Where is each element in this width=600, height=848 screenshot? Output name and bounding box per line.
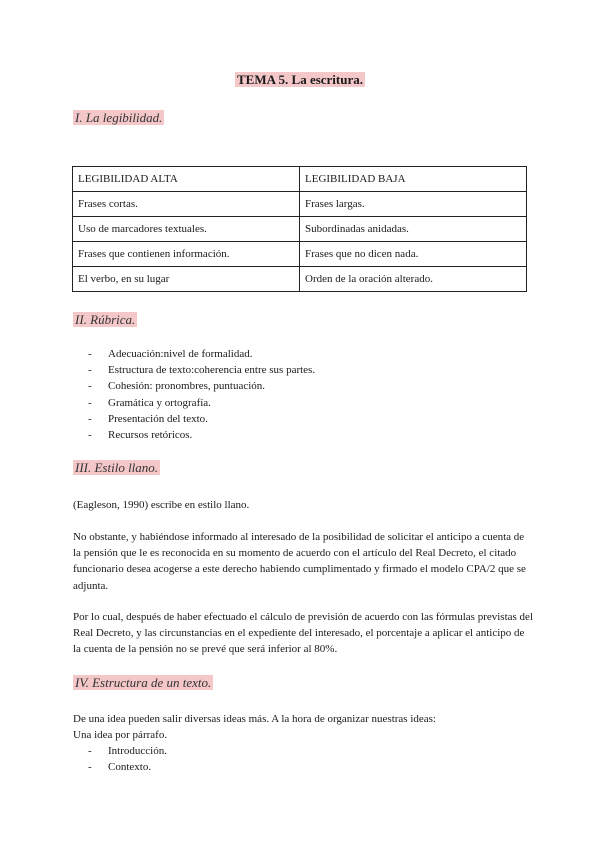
section-heading-estilo-llano: III. Estilo llano. xyxy=(75,460,159,475)
list-item: - Presentación del texto. xyxy=(88,411,315,427)
table-row xyxy=(73,242,527,267)
rubric-list xyxy=(88,346,315,443)
section-heading-legibilidad: I. La legibilidad. xyxy=(75,110,163,125)
plain-style-paragraph-1: No obstante, y habiéndose informado al interesado de la posibilidad de solicitar el anticipo a cuenta de la pensión que le es reconocida en su momento de acuerdo con el artículo del Real Decreto, el citado funcionario desea acogerse a este derecho habiendo cumplimentado y firmado el modelo CPA/2 que se adjunta. xyxy=(73,531,526,592)
legibility-table xyxy=(72,166,527,292)
list-item: - Contexto. xyxy=(88,759,167,775)
table-cell: El verbo, en su lugar xyxy=(73,267,300,292)
table-cell: Frases que contienen información. xyxy=(73,242,300,267)
table-header-cell: LEGIBILIDAD ALTA xyxy=(73,167,300,192)
section-heading-rubrica: II. Rúbrica. xyxy=(75,312,136,327)
table-cell: Orden de la oración alterado. xyxy=(300,267,527,292)
table-header-cell: LEGIBILIDAD BAJA xyxy=(300,167,527,192)
table-header-row xyxy=(73,167,527,192)
plain-style-intro: (Eagleson, 1990) escribe en estilo llano. xyxy=(73,499,250,511)
table-row xyxy=(73,217,527,242)
list-item: - Recursos retóricos. xyxy=(88,427,315,443)
list-item: - Adecuación:nivel de formalidad. xyxy=(88,346,315,362)
structure-line-1: De una idea pueden salir diversas ideas más. A la hora de organizar nuestras ideas: xyxy=(73,713,436,725)
table-cell: Frases que no dicen nada. xyxy=(300,242,527,267)
table-cell: Subordinadas anidadas. xyxy=(300,217,527,242)
table-row xyxy=(73,192,527,217)
document-title: TEMA 5. La escritura. xyxy=(236,72,363,87)
table-row xyxy=(73,267,527,292)
plain-style-paragraph-2: Por lo cual, después de haber efectuado el cálculo de previsión de acuerdo con las fórmulas previstas del Real Decreto, y las circunstancias en el expediente del interesado, el porcentaje a aplicar el anticipo de la cuenta de la pensión no se prevé que será inferior al 80%. xyxy=(73,611,533,656)
list-item: - Gramática y ortografía. xyxy=(88,395,315,411)
list-item: - Cohesión: pronombres, puntuación. xyxy=(88,378,315,394)
list-item: - Estructura de texto:coherencia entre sus partes. xyxy=(88,362,315,378)
table-cell: Uso de marcadores textuales. xyxy=(73,217,300,242)
structure-list xyxy=(88,743,167,775)
structure-line-2: Una idea por párrafo. xyxy=(73,729,168,741)
table-cell: Frases cortas. xyxy=(73,192,300,217)
section-heading-estructura: IV. Estructura de un texto. xyxy=(75,675,212,690)
list-item: - Introducción. xyxy=(88,743,167,759)
table-cell: Frases largas. xyxy=(300,192,527,217)
